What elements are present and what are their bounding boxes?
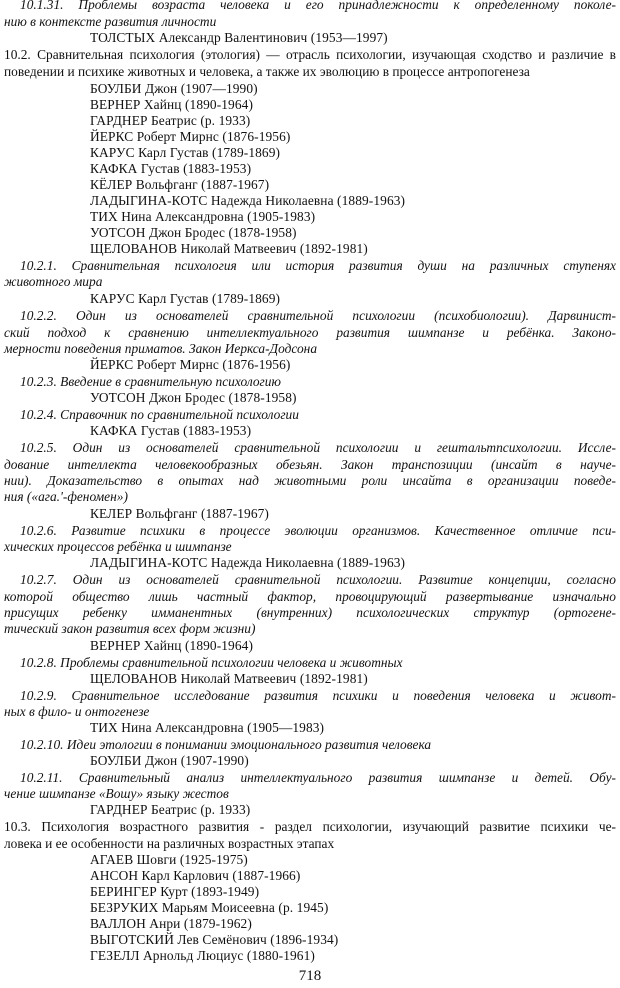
section-10-3-line1: 10.3. Психология возрастного развития - раздел психологии, изучающий развитие психики че- <box>4 819 616 834</box>
subsection-10-2-2-line: ский подход к сравнению интеллектуального развития шимпанзе и ребёнка. Законо- <box>4 325 616 340</box>
subsection-10-2-4-line: 10.2.4. Справочник по сравнительной психологии <box>20 407 299 422</box>
author-entry: ЛАДЫГИНА-КОТС Надежда Николаевна (1889-1963) <box>90 193 406 208</box>
author-entry: БОУЛБИ Джон (1907—1990) <box>90 81 258 96</box>
author-entry: АНСОН Карл Карлович (1887-1966) <box>90 868 301 883</box>
section-10-3-line2: ловека и ее особенности на различных возрастных этапах <box>4 836 335 851</box>
author-entry: ГАРДНЕР Беатрис (р. 1933) <box>90 802 251 817</box>
author-entry: УОТСОН Джон Бродес (1878-1958) <box>90 225 297 240</box>
author-entry: БЕРИНГЕР Курт (1893-1949) <box>90 884 260 899</box>
subsection-10-2-6-line: 10.2.6. Развитие психики в процессе эволюции организмов. Качественное отличие пси- <box>20 523 616 538</box>
subsection-10-2-7-line: 10.2.7. Один из основателей сравнительной психологии. Развитие концепции, согласно <box>20 572 616 587</box>
author-entry: КЕЛЕР Вольфганг (1887-1967) <box>90 506 269 521</box>
author-entry: ЙЕРКС Роберт Мирнс (1876-1956) <box>90 129 291 144</box>
heading-10-1-31-line2: нию в контексте развития личности <box>4 14 217 29</box>
subsection-10-2-9-line: 10.2.9. Сравнительное исследование развития психики и поведения человека и живот- <box>20 688 616 703</box>
subsection-10-2-1-line: животного мира <box>4 274 103 289</box>
subsection-10-2-5-line: нии). Доказательство в опытах над животными роли инсайта в организации поведе- <box>4 473 616 488</box>
author-entry: АГАЕВ Шовги (1925-1975) <box>90 852 248 867</box>
subsection-10-2-7-line: тический закон развития всех форм жизни) <box>4 621 256 636</box>
author-entry: ГЕЗЕЛЛ Арнольд Люциус (1880-1961) <box>90 948 315 963</box>
author-entry: УОТСОН Джон Бродес (1878-1958) <box>90 390 297 405</box>
subsection-10-2-10-line: 10.2.10. Идеи этологии в понимании эмоционального развития человека <box>20 737 432 752</box>
subsection-10-2-7-line: которой общество лишь частный фактор, провоцирующий развертывание изначально <box>4 589 616 604</box>
author-entry: КЁЛЕР Вольфганг (1887-1967) <box>90 177 270 192</box>
subsection-10-2-5-line: 10.2.5. Один из основателей сравнительной психологии и гештальтпсихологии. Иссле- <box>20 440 616 455</box>
author-entry: ЩЕЛОВАНОВ Николай Матвеевич (1892-1981) <box>90 671 368 686</box>
author-entry: ТИХ Нина Александровна (1905-1983) <box>90 209 316 224</box>
subsection-10-2-11-line: 10.2.11. Сравнительный анализ интеллектуального развития шимпанзе и детей. Обу- <box>20 770 616 785</box>
author-entry: ЩЕЛОВАНОВ Николай Матвеевич (1892-1981) <box>90 241 368 256</box>
author-entry: КАФКА Густав (1883-1953) <box>90 423 252 438</box>
author-entry: ГАРДНЕР Беатрис (р. 1933) <box>90 113 251 128</box>
subsection-10-2-5-line: ния («ага.'-феномен») <box>4 489 128 504</box>
subsection-10-2-1-line: 10.2.1. Сравнительная психология или история развития души на различных ступенях <box>20 258 616 273</box>
author-entry: БЕЗРУКИХ Марьям Моисеевна (р. 1945) <box>90 900 329 915</box>
author-entry: КАРУС Карл Густав (1789-1869) <box>90 291 281 306</box>
subsection-10-2-5-line: дование интеллекта человекообразных обезьян. Закон транспозиции (инсайт в науче- <box>4 457 616 472</box>
subsection-10-2-8-line: 10.2.8. Проблемы сравнительной психологии человека и животных <box>20 655 403 670</box>
author-entry: ЙЕРКС Роберт Мирнс (1876-1956) <box>90 357 291 372</box>
page-number: 718 <box>298 968 322 984</box>
heading-10-1-31-line1: 10.1.31. Проблемы возраста человека и его принадлежности к определенному поколе- <box>20 0 616 12</box>
subsection-10-2-2-line: мерности поведения приматов. Закон Иеркса-Додсона <box>4 341 318 356</box>
author-entry: ЛАДЫГИНА-КОТС Надежда Николаевна (1889-1963) <box>90 555 406 570</box>
author-entry: ВЕРНЕР Хайнц (1890-1964) <box>90 97 254 112</box>
author-entry: ВЫГОТСКИЙ Лев Семёнович (1896-1934) <box>90 932 339 947</box>
author-entry: КАФКА Густав (1883-1953) <box>90 161 252 176</box>
subsection-10-2-3-line: 10.2.3. Введение в сравнительную психологию <box>20 374 281 389</box>
subsection-10-2-6-line: хических процессов ребёнка и шимпанзе <box>4 539 232 554</box>
author-entry: ВАЛЛОН Анри (1879-1962) <box>90 916 252 931</box>
author-entry: ВЕРНЕР Хайнц (1890-1964) <box>90 638 254 653</box>
author-entry: ТИХ Нина Александровна (1905—1983) <box>90 720 325 735</box>
subsection-10-2-2-line: 10.2.2. Один из основателей сравнительной психологии (психобиологии). Дарвинист- <box>20 308 616 323</box>
subsection-10-2-7-line: присущих ребенку имманентных (внутренних) психологических структур (ортогене- <box>4 605 616 620</box>
author-entry: БОУЛБИ Джон (1907-1990) <box>90 753 249 768</box>
author-entry: ТОЛСТЫХ Александр Валентинович (1953—1997) <box>90 30 388 45</box>
author-entry: КАРУС Карл Густав (1789-1869) <box>90 145 281 160</box>
section-10-2-line2: поведении и психике животных и человека, а также их эволюцию в процессе антропогенеза <box>4 64 530 79</box>
subsection-10-2-9-line: ных в фило- и онтогенезе <box>4 704 150 719</box>
section-10-2-line1: 10.2. Сравнительная психология (этология) — отрасль психологии, изучающая сходство и различие в <box>4 47 616 62</box>
subsection-10-2-11-line: чение шимпанзе «Вошу» языку жестов <box>4 786 229 801</box>
